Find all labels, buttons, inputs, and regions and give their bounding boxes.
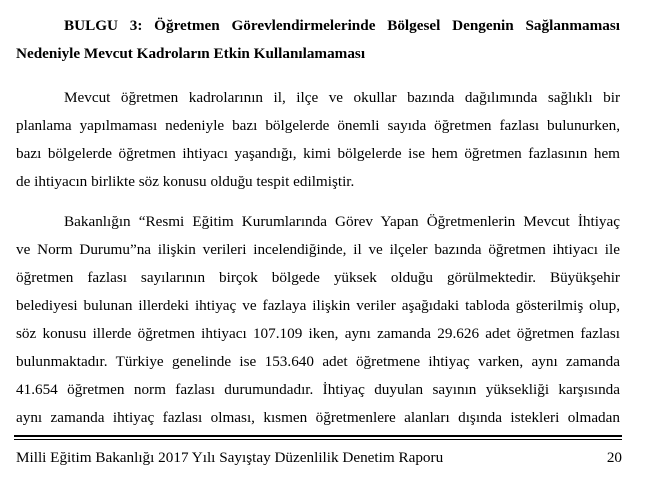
footer-divider-thin [14,439,622,440]
paragraph-1-line: Mevcut öğretmen kadrolarının il, ilçe ve okullar bazında dağılımında sağlıklı bir [64,89,620,106]
footer-report-title: Milli Eğitim Bakanlığı 2017 Yılı Sayıştay Düzenlilik Denetim Raporu [16,449,444,466]
footer-divider-thick [14,435,622,437]
finding-heading [16,12,620,68]
paragraph-2-line: belediyesi bulunan illerdeki ihtiyaç ve fazlaya ilişkin veriler aşağıdaki tabloda gösterilmiş olup, [16,297,620,314]
paragraph-2-line: Bakanlığın “Resmi Eğitim Kurumlarında Görev Yapan Öğretmenlerin Mevcut İhtiyaç [64,213,620,230]
paragraph-1-line: bazı bölgelerde öğretmen ihtiyacı yaşandığı, kimi bölgelerde ise hem öğretmen fazlasının hem [16,145,620,162]
paragraph-2-line: bulunmaktadır. Türkiye genelinde ise 153.640 adet öğretmene ihtiyaç varken, aynı zamanda [16,353,620,370]
paragraph-2-line: ve Norm Durumu”na ilişkin verileri incelendiğinde, il ve ilçeler bazında öğretmen ihtiyacı ile [16,241,620,258]
paragraph-2-line: aynı zamanda ihtiyaç fazlası olması, kısmen öğretmenlere alanları dışında istekleri olmadan [16,409,620,426]
paragraph-1 [16,84,620,196]
paragraph-2-line: öğretmen fazlası sayılarının birçok bölgede yüksek olduğu görülmektedir. Büyükşehir [16,269,620,286]
finding-heading-line-2: Nedeniyle Mevcut Kadroların Etkin Kullanılamaması [16,45,366,62]
paragraph-1-line: de ihtiyacın birlikte söz konusu olduğu tespit edilmiştir. [16,173,355,190]
finding-heading-line-1: BULGU 3: Öğretmen Görevlendirmelerinde Bölgesel Dengenin Sağlanmaması [64,17,620,34]
paragraph-2-line: 41.654 öğretmen norm fazlası durumundadır. İhtiyaç duyulan sayının yüksekliği karşısında [16,381,620,398]
paragraph-1-line: planlama yapılmaması nedeniyle bazı bölgelerde önemli sayıda öğretmen fazlası bulunurken, [16,117,620,134]
page-number: 20 [606,449,622,466]
paragraph-2-line: söz konusu illerde öğretmen ihtiyacı 107.109 iken, aynı zamanda 29.626 adet öğretmen fazlası [16,325,620,342]
paragraph-2 [16,208,620,432]
